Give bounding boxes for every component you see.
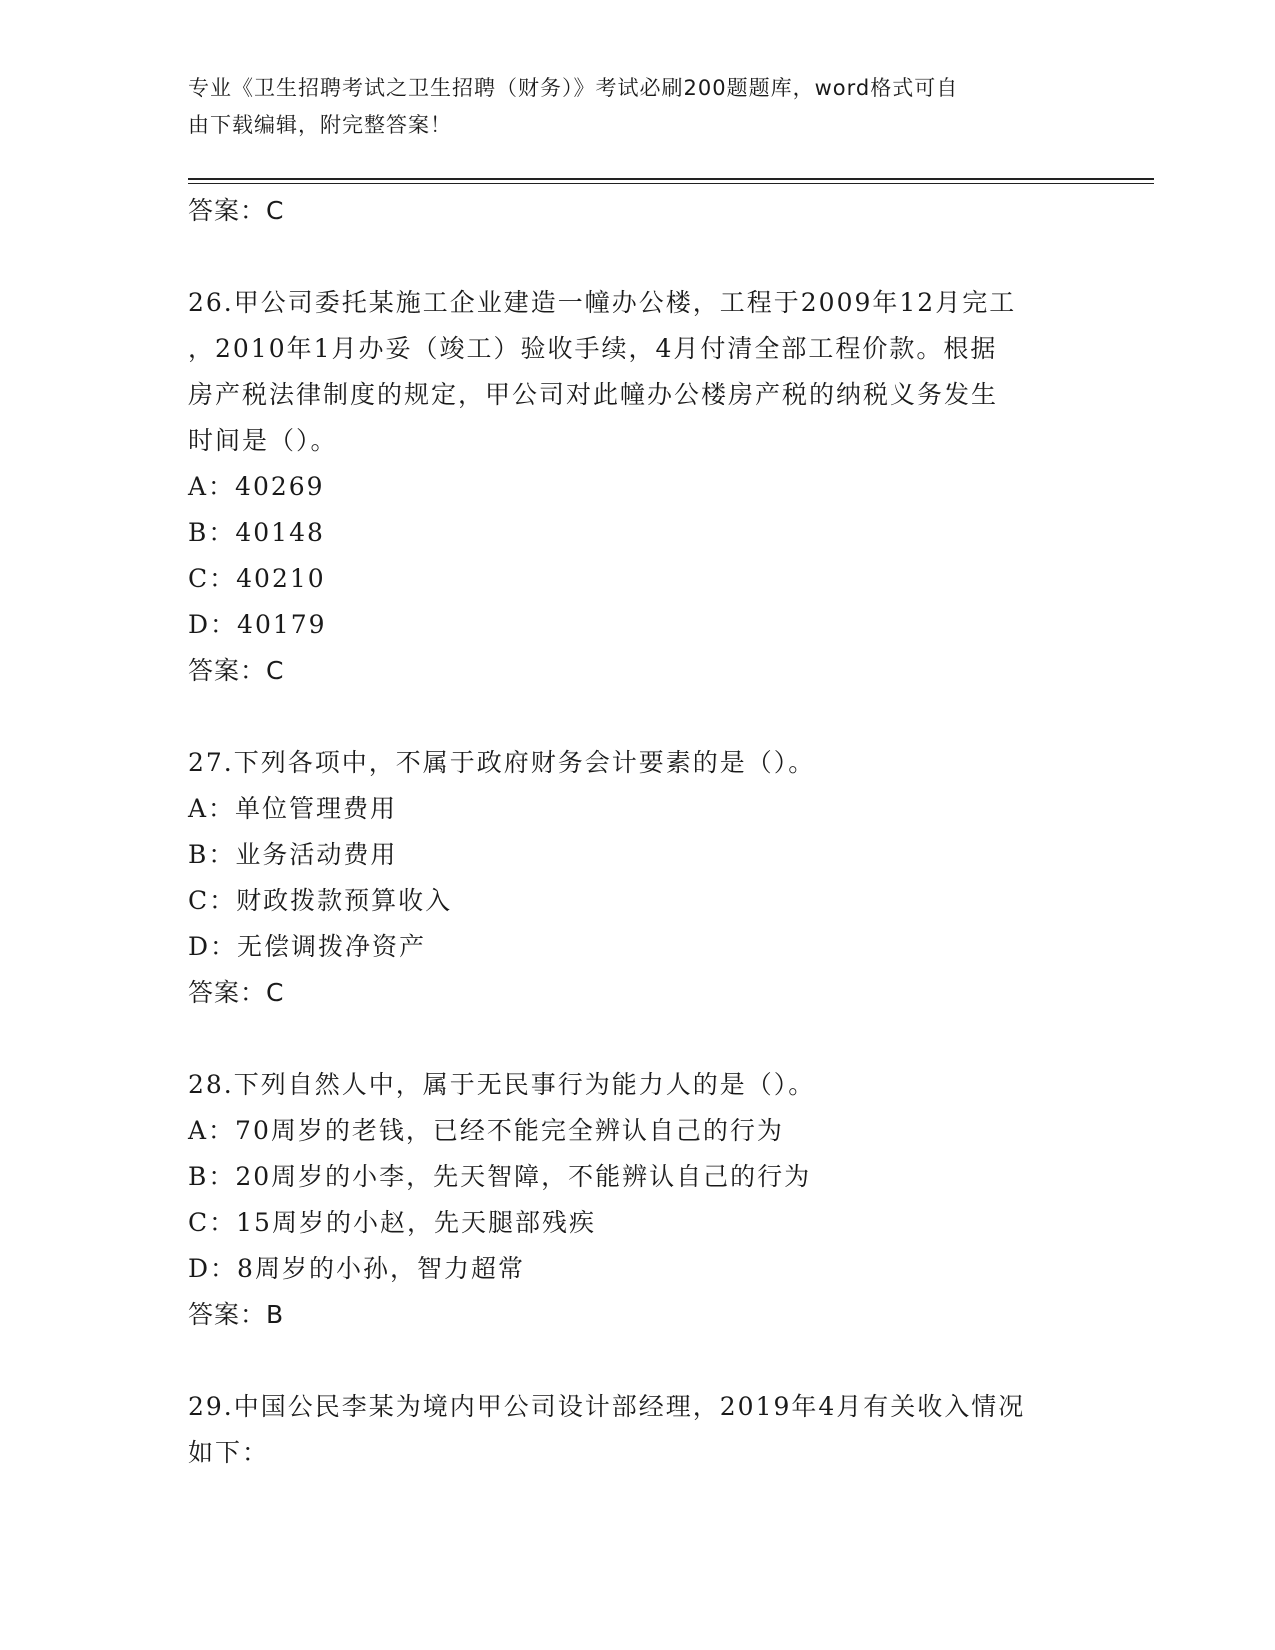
option-c: C：财政拨款预算收入 (188, 886, 453, 915)
option-b: B：40148 (188, 518, 325, 547)
question-line: ，2010年1月办妥（竣工）验收手续，4月付清全部工程价款。根据 (188, 334, 998, 363)
header-divider (188, 183, 1154, 184)
question-line: 26.甲公司委托某施工企业建造一幢办公楼，工程于2009年12月完工 (188, 288, 1017, 317)
option-a: A：单位管理费用 (188, 794, 398, 823)
question-line: 时间是（）。 (188, 426, 338, 455)
question-line: 27.下列各项中，不属于政府财务会计要素的是（）。 (188, 748, 816, 777)
answer-line: 答案：C (188, 656, 285, 685)
option-c: C：15周岁的小赵，先天腿部残疾 (188, 1208, 596, 1237)
question-text (188, 280, 1088, 464)
header-divider (188, 178, 1154, 180)
option-d: D：无偿调拨净资产 (188, 932, 427, 961)
option-c: C：40210 (188, 564, 326, 593)
question-text (188, 1384, 1088, 1476)
option-a: A：70周岁的老钱，已经不能完全辨认自己的行为 (188, 1116, 784, 1145)
answer-line: 答案：C (188, 196, 285, 225)
option-a: A：40269 (188, 472, 325, 501)
question-line: 如下： (188, 1438, 270, 1467)
question-line: 29.中国公民李某为境内甲公司设计部经理，2019年4月有关收入情况 (188, 1392, 1026, 1421)
question-text (188, 740, 1088, 786)
question-text (188, 1062, 1088, 1108)
question-27 (188, 740, 1088, 1016)
question-26 (188, 280, 1088, 694)
question-line: 房产税法律制度的规定，甲公司对此幢办公楼房产税的纳税义务发生 (188, 380, 999, 409)
option-d: D：40179 (188, 610, 327, 639)
question-28 (188, 1062, 1088, 1338)
option-b: B：业务活动费用 (188, 840, 398, 869)
document-header (188, 70, 1068, 144)
question-list (188, 188, 1088, 1476)
answer-line: 答案：C (188, 978, 285, 1007)
option-b: B：20周岁的小李，先天智障，不能辨认自己的行为 (188, 1162, 812, 1191)
question-29 (188, 1384, 1088, 1476)
header-line: 专业《卫生招聘考试之卫生招聘（财务）》考试必刷200题题库，word格式可自 (188, 76, 959, 100)
question-line: 28.下列自然人中，属于无民事行为能力人的是（）。 (188, 1070, 816, 1099)
answer-line: 答案：B (188, 1300, 285, 1329)
option-d: D：8周岁的小孙，智力超常 (188, 1254, 525, 1283)
header-line: 由下载编辑，附完整答案！ (188, 113, 452, 137)
